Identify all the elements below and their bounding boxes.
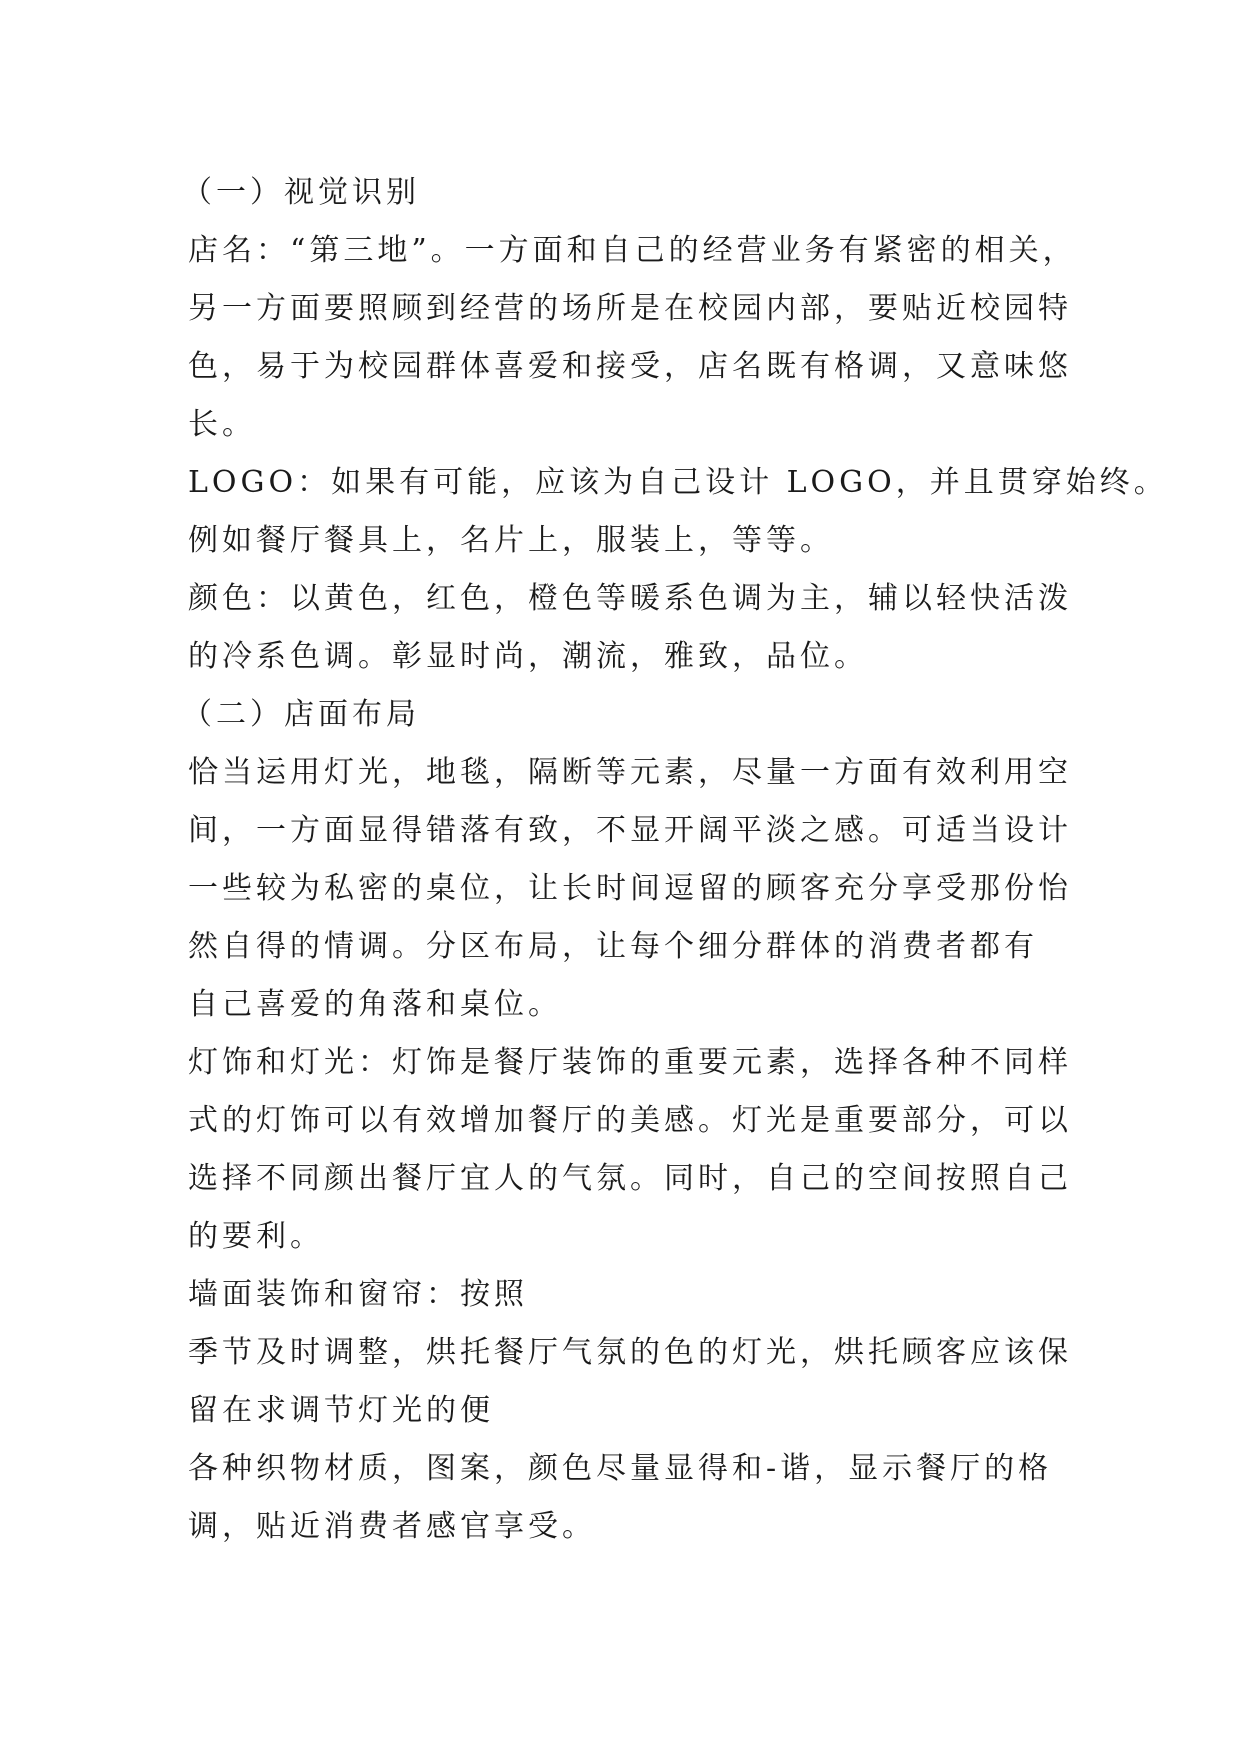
paragraph-line: 自己喜爱的角落和桌位。 — [188, 987, 562, 1022]
paragraph-line: 恰当运用灯光，地毯，隔断等元素，尽量一方面有效利用空 — [188, 755, 1072, 790]
paragraph-line: 长。 — [188, 407, 256, 442]
paragraph-line: 例如餐厅餐具上，名片上，服装上，等等。 — [188, 523, 834, 558]
section-heading-store-layout: （二）店面布局 — [182, 697, 420, 732]
paragraph-line: 颜色：以黄色，红色，橙色等暖系色调为主，辅以轻快活泼 — [188, 581, 1072, 616]
paragraph-line: 间，一方面显得错落有致，不显开阔平淡之感。可适当设计 — [188, 813, 1072, 848]
paragraph-line: 的要利。 — [188, 1219, 324, 1254]
paragraph-line: 选择不同颜出餐厅宜人的气氛。同时，自己的空间按照自己 — [188, 1161, 1072, 1196]
paragraph-line: 季节及时调整，烘托餐厅气氛的色的灯光，烘托顾客应该保 — [188, 1335, 1072, 1370]
paragraph-line: 一些较为私密的桌位，让长时间逗留的顾客充分享受那份怡 — [188, 871, 1072, 906]
paragraph-line: 灯饰和灯光：灯饰是餐厅装饰的重要元素，选择各种不同样 — [188, 1045, 1072, 1080]
paragraph-line: 墙面装饰和窗帘：按照 — [188, 1277, 528, 1312]
document-body — [182, 164, 1168, 1556]
paragraph-line: 调，贴近消费者感官享受。 — [188, 1509, 596, 1544]
paragraph-line: 店名：“第三地”。一方面和自己的经营业务有紧密的相关， — [188, 233, 1077, 268]
paragraph-line: 各种织物材质，图案，颜色尽量显得和-谐，显示餐厅的格 — [188, 1451, 1053, 1486]
paragraph-line: 的冷系色调。彰显时尚，潮流，雅致，品位。 — [188, 639, 868, 674]
paragraph-line: 然自得的情调。分区布局，让每个细分群体的消费者都有 — [188, 929, 1038, 964]
paragraph-line: 色，易于为校园群体喜爱和接受，店名既有格调，又意味悠 — [188, 349, 1072, 384]
section-heading-visual-identity: （一）视觉识别 — [182, 175, 420, 210]
paragraph-line: 式的灯饰可以有效增加餐厅的美感。灯光是重要部分，可以 — [188, 1103, 1072, 1138]
paragraph-line: 另一方面要照顾到经营的场所是在校园内部，要贴近校园特 — [188, 291, 1072, 326]
paragraph-line: LOGO：如果有可能，应该为自己设计 LOGO，并且贯穿始终。 — [188, 465, 1168, 500]
paragraph-line: 留在求调节灯光的便 — [188, 1393, 494, 1428]
